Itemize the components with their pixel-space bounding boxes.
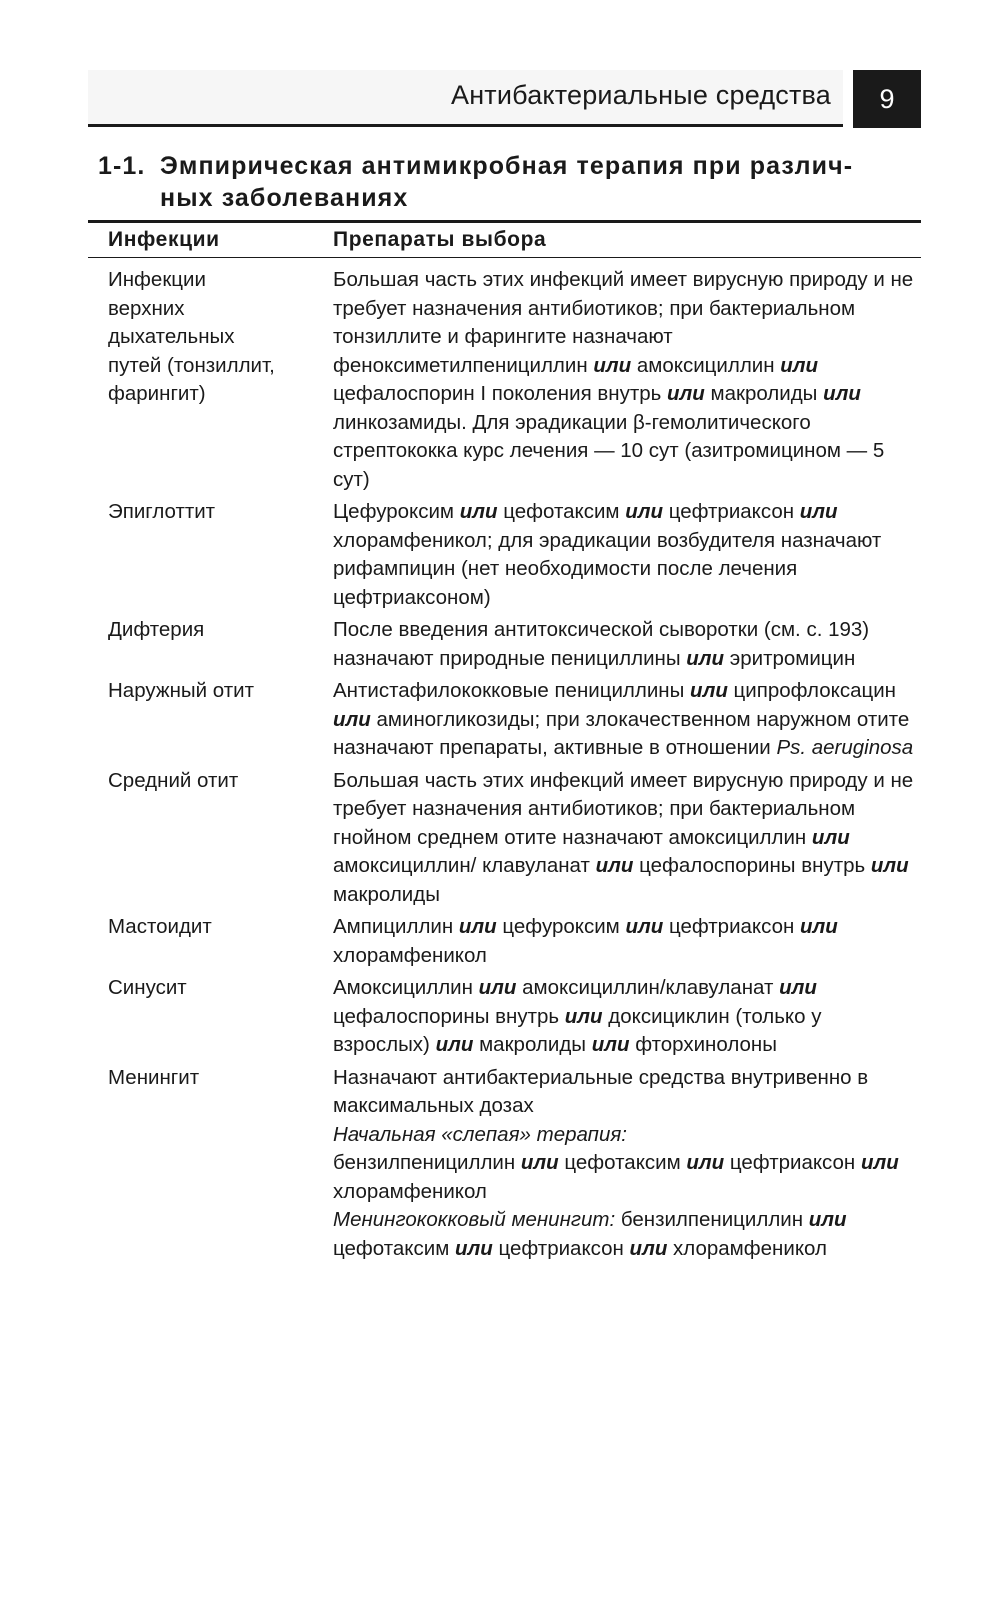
or-connector: или [591,1033,630,1056]
or-connector: или [629,1236,668,1260]
or-connector: или [811,825,850,849]
drug-text: линкозамиды. Для эрадикации β-гемолитического стрептококка курс лечения — 10 сут (азитромицином — 5 сут) [333,410,885,491]
infection-cell: Средний отит [108,768,239,792]
or-connector: или [564,1004,603,1028]
or-connector: или [780,353,819,377]
drugs-cell [313,1064,921,1264]
drug-text: аминогликозиды; при злокачественном наружном отите назначают препараты, активные в отношении [333,707,910,759]
or-connector: или [625,500,663,523]
drug-text: хлорамфеникол [667,1236,827,1260]
or-connector: или [800,915,838,938]
drug-text: После введения антитоксической сыворотки (см. с. 193) назначают природные пенициллины [333,618,870,670]
section-number: 1-1. [98,152,146,180]
drug-text: доксициклин (только у взрослых) [333,1004,822,1056]
drug-text: цефотаксим [497,500,626,523]
drug-text: Антистафилококковые пенициллины [333,679,691,702]
drug-text: фторхинолоны [629,1033,777,1056]
drug-text: цефалоспорины внутрь [333,1004,565,1028]
drug-text: амоксициллин/ клавуланат [333,854,596,877]
drug-text: бензилпенициллин [333,1151,521,1174]
or-connector: или [458,915,497,938]
infection-cell: Синусит [108,976,187,999]
drug-text: макролиды [473,1033,592,1056]
drug-text: цефотаксим [333,1236,455,1260]
running-header [88,70,921,128]
drug-text: цефуроксим [496,915,626,938]
section-heading [98,150,923,214]
italic-text: Ps. aeruginosa [776,736,914,759]
table-row [88,974,921,1060]
or-connector: или [625,915,664,938]
table-row [88,913,921,970]
infection-cell: Дифтерия [108,618,205,641]
drug-text: цефалоспорины внутрь [633,854,871,877]
or-connector: или [686,1151,725,1174]
drug-text: Ампициллин [333,915,459,938]
page-number: 9 [853,70,921,128]
drugs-cell [313,974,921,1060]
drugs-cell [313,677,921,763]
or-connector: или [459,500,498,523]
or-connector: или [435,1033,474,1056]
table-body [88,258,921,1263]
or-connector: или [333,707,371,731]
or-connector: или [595,854,634,877]
column-header-drugs: Препараты выбора [333,228,547,251]
drug-text: эритромицин [724,646,856,670]
table-row [88,767,921,910]
table-row [88,677,921,763]
drug-text: цефотаксим [558,1151,687,1174]
drug-text: хлорамфеникол; для эрадикации возбудителя назначают рифампицин (нет необходимости после лечения цефтриаксоном) [333,528,882,609]
drug-text: ципрофлоксацин [727,679,897,702]
or-connector: или [870,854,909,877]
running-title: Антибактериальные средства [450,80,831,110]
drug-text: Амоксициллин [333,976,479,999]
drug-text: цефтриаксон [663,500,800,523]
infection-cell: Наружный отит [108,679,254,702]
italic-text: Менингококковый менингит: [333,1208,616,1231]
therapy-table [88,220,921,1267]
drug-text: Большая часть этих инфекций имеет вирусную природу и не требует назначения антибиотиков; при бактериальном гнойном среднем отите назначают амоксициллин [333,768,914,849]
running-header-band [88,70,843,127]
table-row [88,498,921,612]
drugs-cell [313,616,921,673]
or-connector: или [520,1151,559,1174]
or-connector: или [690,679,728,702]
column-header-infections: Инфекции [108,228,220,251]
or-connector: или [808,1208,847,1231]
drug-text: Назначают антибактериальные средства внутривенно в максимальных дозах [333,1065,869,1117]
drug-text: цефалоспорин I поколения внутрь [333,382,667,405]
drug-text: бензилпенициллин [615,1208,809,1231]
or-connector: или [823,382,861,405]
or-connector: или [779,976,817,999]
drug-text: макролиды [333,882,440,906]
or-connector: или [799,500,838,523]
or-connector: или [667,382,705,405]
infection-cell: Менингит [108,1065,200,1089]
or-connector: или [454,1236,493,1260]
drug-text: цефтриаксон [724,1151,861,1174]
or-connector: или [860,1151,899,1174]
or-connector: или [686,646,725,670]
infection-cell: Эпиглоттит [108,500,216,523]
infection-cell: Мастоидит [108,915,212,938]
infection-cell: Инфекции верхних дыхательных путей (тонзиллит, фарингит) [108,268,275,405]
drug-text: Цефуроксим [333,500,460,523]
or-connector: или [478,976,517,999]
drug-text: макролиды [704,382,824,405]
drug-text: цефтриаксон [663,915,801,938]
table-header-row [88,223,921,258]
table-row [88,1064,921,1264]
section-title-line2: ных заболеваниях [160,184,409,212]
drugs-cell [313,498,921,612]
drug-text: Большая часть этих инфекций имеет вирусную природу и не требует назначения антибиотиков; при бактериальном тонзиллите и фарингите назначают феноксиметилпенициллин [333,268,914,377]
drug-text: хлорамфеникол [333,943,487,967]
italic-text: Начальная «слепая» терапия: [333,1122,628,1146]
drugs-cell [313,913,921,970]
drug-text: цефтриаксон [492,1236,630,1260]
table-row [88,616,921,673]
table-row [88,266,921,494]
drugs-cell [313,767,921,910]
drug-text: амоксициллин/клавуланат [516,976,780,999]
drug-text: хлорамфеникол [333,1179,487,1203]
section-title-line1: Эмпирическая антимикробная терапия при различ- [160,152,854,180]
or-connector: или [593,353,632,377]
drug-text: амоксициллин [631,353,781,377]
drugs-cell [313,266,921,494]
